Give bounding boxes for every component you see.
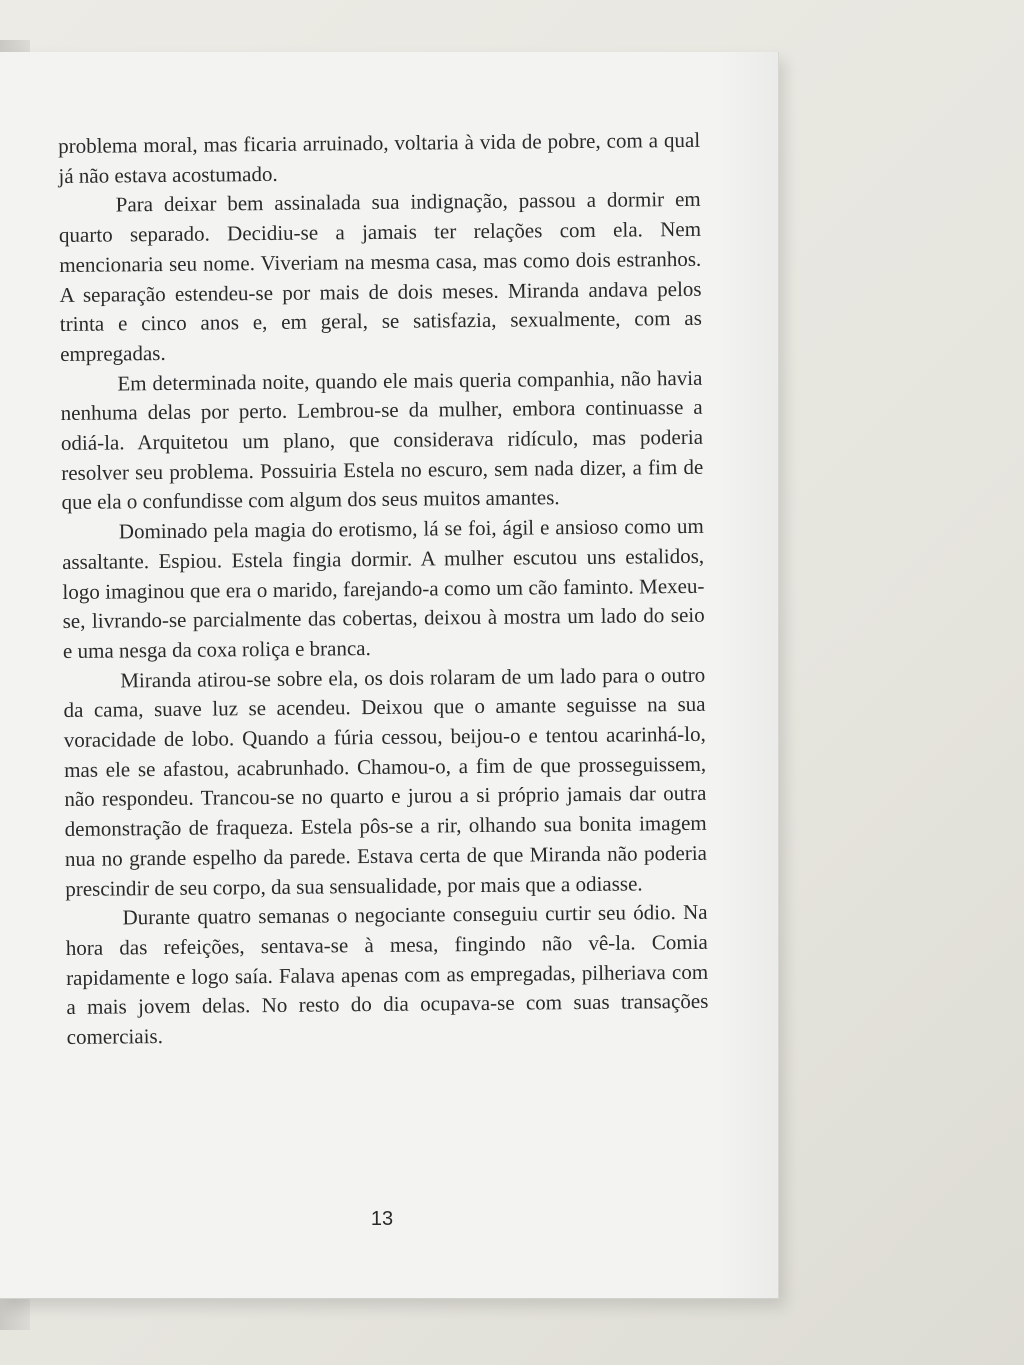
paragraph-4: Dominado pela magia do erotismo, lá se foi, ágil e ansioso como um assaltante. Espiou. Estela fingia dormir. A mulher escutou uns estalidos, logo imaginou que era o marido, farejando-a como um cão faminto. Mexeu-se, livrando-se parcialmente das cobertas, deixou à mostra um lado do seio e uma nesga da coxa roliça e branca. [62, 513, 705, 663]
paragraph-2: Para deixar bem assinalada sua indignação, passou a dormir em quarto separado. Decidiu-se a jamais ter relações com ela. Nem mencionaria seu nome. Viveriam na mesma casa, mas como dois estranhos. A separação estendeu-se por mais de dois meses. Miranda andava pelos trinta e cinco anos e, em geral, se satisfazia, sexualmente, com as empregadas. [58, 187, 702, 366]
page-text [58, 126, 709, 1053]
book-page [0, 52, 779, 1299]
paragraph-1: problema moral, mas ficaria arruinado, voltaria à vida de pobre, com a qual já não estava acostumado. [58, 127, 701, 188]
page-number: 13 [370, 1208, 394, 1230]
paragraph-3: Em determinada noite, quando ele mais queria companhia, não havia nenhuma delas por perto. Lembrou-se da mulher, embora continuasse a odiá-la. Arquitetou um plano, que considerava ridículo, mas poderia resolver seu problema. Possuiria Estela no escuro, sem nada dizer, a fim de que ela o confundisse com algum dos seus muitos amantes. [60, 365, 704, 515]
paragraph-5: Miranda atirou-se sobre ela, os dois rolaram de um lado para o outro da cama, suave luz se acendeu. Deixou que o amante seguisse na sua voracidade de lobo. Quando a fúria cessou, beijou-o e tentou acarinhá-lo, mas ele se afastou, acabrunhado. Chamou-o, a fim de que prosseguissem, não respondeu. Trancou-se no quarto e jurou a si próprio jamais dar outra demonstração de fraqueza. Estela pôs-se a rir, olhando sua bonita imagem nua no grande espelho da parede. Estava certa de que Miranda não poderia prescindir de seu corpo, da sua sensualidade, por mais que a odiasse. [63, 662, 708, 901]
paragraph-6: Durante quatro semanas o negociante conseguiu curtir seu ódio. Na hora das refeições, sentava-se à mesa, fingindo não vê-la. Comia rapidamente e logo saía. Falava apenas com as empregadas, pilheriava com a mais jovem delas. No resto do dia ocupava-se com suas transações comerciais. [65, 900, 709, 1050]
